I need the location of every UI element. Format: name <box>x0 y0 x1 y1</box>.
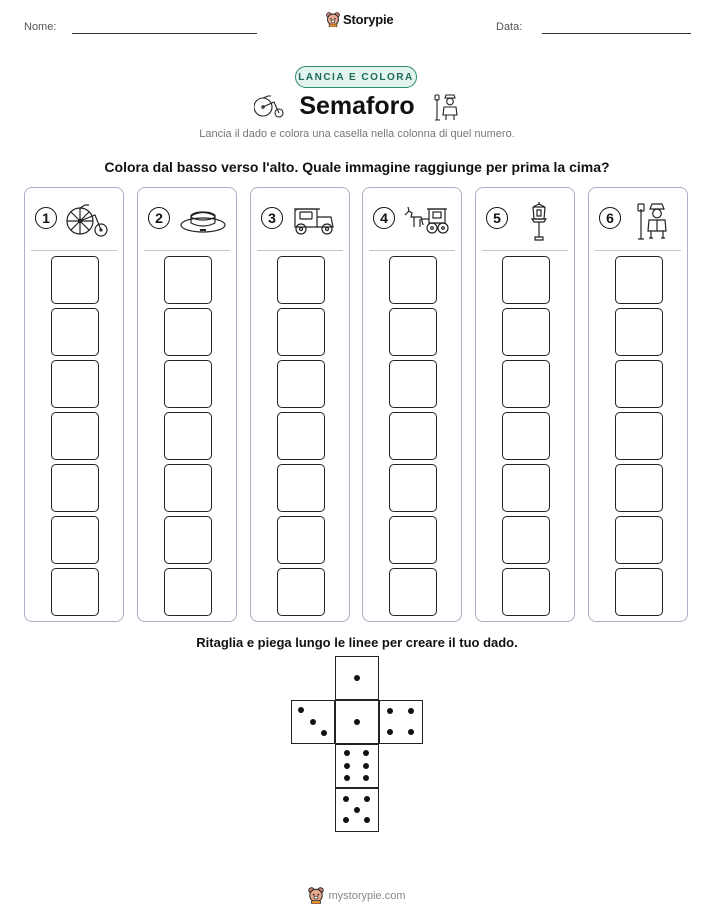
column-1 <box>24 187 124 622</box>
column-divider <box>369 250 455 251</box>
color-box <box>502 464 550 512</box>
color-box <box>277 568 325 616</box>
color-box <box>389 516 437 564</box>
color-box <box>615 412 663 460</box>
name-line <box>72 33 257 34</box>
color-box <box>389 360 437 408</box>
color-box <box>615 516 663 564</box>
column-number: 6 <box>599 207 621 229</box>
column-number: 2 <box>148 207 170 229</box>
page-subtitle: Lancia il dado e colora una casella nella colonna di quel numero. <box>199 128 515 140</box>
page-title: Semaforo <box>299 92 415 120</box>
die-face-5 <box>335 788 379 832</box>
die-pip <box>364 817 370 823</box>
police-officer-icon <box>434 93 460 121</box>
footer-url: mystorypie.com <box>328 889 406 902</box>
column-header <box>138 188 236 250</box>
color-box <box>277 464 325 512</box>
color-box <box>277 308 325 356</box>
horse-carriage-icon <box>403 201 451 237</box>
column-header <box>363 188 461 250</box>
color-box <box>389 256 437 304</box>
color-box <box>51 412 99 460</box>
column-number: 1 <box>35 207 57 229</box>
die-pip <box>344 775 350 781</box>
date-line <box>542 33 691 34</box>
footer <box>0 887 714 904</box>
bear-logo-icon <box>308 887 324 904</box>
die-pip <box>298 707 304 713</box>
die-pip <box>387 729 393 735</box>
die-pip <box>363 775 369 781</box>
color-box <box>51 568 99 616</box>
color-box <box>502 568 550 616</box>
column-header <box>251 188 349 250</box>
die-face-1 <box>335 656 379 700</box>
column-divider <box>144 250 230 251</box>
activity-badge: LANCIA E COLORA <box>295 66 417 88</box>
penny-farthing-bicycle-icon <box>65 201 109 237</box>
color-box <box>615 308 663 356</box>
column-header <box>476 188 574 250</box>
name-label: Nome: <box>24 21 57 33</box>
color-box <box>502 516 550 564</box>
column-divider <box>482 250 568 251</box>
police-officer-icon <box>637 201 669 241</box>
die-face-1 <box>335 700 379 744</box>
cut-instruction: Ritaglia e piega lungo le linee per creare il tuo dado. <box>196 635 518 650</box>
die-pip <box>310 719 316 725</box>
color-box <box>502 308 550 356</box>
color-box <box>164 360 212 408</box>
street-lamp-icon <box>524 201 554 241</box>
color-box <box>51 360 99 408</box>
color-box <box>389 412 437 460</box>
date-label: Data: <box>496 21 523 33</box>
column-divider <box>257 250 343 251</box>
column-6 <box>588 187 688 622</box>
color-box <box>164 412 212 460</box>
color-box <box>389 308 437 356</box>
color-box <box>389 568 437 616</box>
column-header <box>589 188 687 250</box>
color-box <box>164 308 212 356</box>
color-box <box>502 256 550 304</box>
column-5 <box>475 187 575 622</box>
color-box <box>277 256 325 304</box>
die-pip <box>363 750 369 756</box>
color-box <box>615 568 663 616</box>
color-box <box>277 360 325 408</box>
color-box <box>164 256 212 304</box>
color-box <box>502 412 550 460</box>
die-pip <box>343 817 349 823</box>
bear-logo-icon <box>326 12 340 27</box>
brand-name: Storypie <box>343 12 394 27</box>
color-box <box>51 464 99 512</box>
die-pip <box>364 796 370 802</box>
color-box <box>51 256 99 304</box>
column-number: 4 <box>373 207 395 229</box>
color-box <box>502 360 550 408</box>
color-box <box>615 360 663 408</box>
column-2 <box>137 187 237 622</box>
column-4 <box>362 187 462 622</box>
column-divider <box>31 250 117 251</box>
column-header <box>25 188 123 250</box>
brand-logo <box>326 12 393 27</box>
column-number: 5 <box>486 207 508 229</box>
column-divider <box>595 250 681 251</box>
die-face-4 <box>379 700 423 744</box>
color-box <box>615 256 663 304</box>
vintage-car-icon <box>291 201 337 237</box>
die-pip <box>344 750 350 756</box>
die-pip <box>408 708 414 714</box>
column-3 <box>250 187 350 622</box>
color-box <box>164 516 212 564</box>
die-pip <box>354 807 360 813</box>
crossing-button-icon <box>178 201 228 237</box>
color-box <box>164 464 212 512</box>
die-pip <box>321 730 327 736</box>
game-instruction: Colora dal basso verso l'alto. Quale immagine raggiunge per prima la cima? <box>104 159 610 175</box>
column-number: 3 <box>261 207 283 229</box>
color-box <box>277 412 325 460</box>
die-pip <box>354 675 360 681</box>
die-pip <box>387 708 393 714</box>
color-box <box>164 568 212 616</box>
color-box <box>389 464 437 512</box>
color-box <box>51 516 99 564</box>
die-pip <box>354 719 360 725</box>
die-pip <box>344 763 350 769</box>
color-box <box>277 516 325 564</box>
color-box <box>615 464 663 512</box>
die-face-6 <box>335 744 379 788</box>
die-face-3 <box>291 700 335 744</box>
die-pip <box>343 796 349 802</box>
die-pip <box>363 763 369 769</box>
die-pip <box>408 729 414 735</box>
color-box <box>51 308 99 356</box>
